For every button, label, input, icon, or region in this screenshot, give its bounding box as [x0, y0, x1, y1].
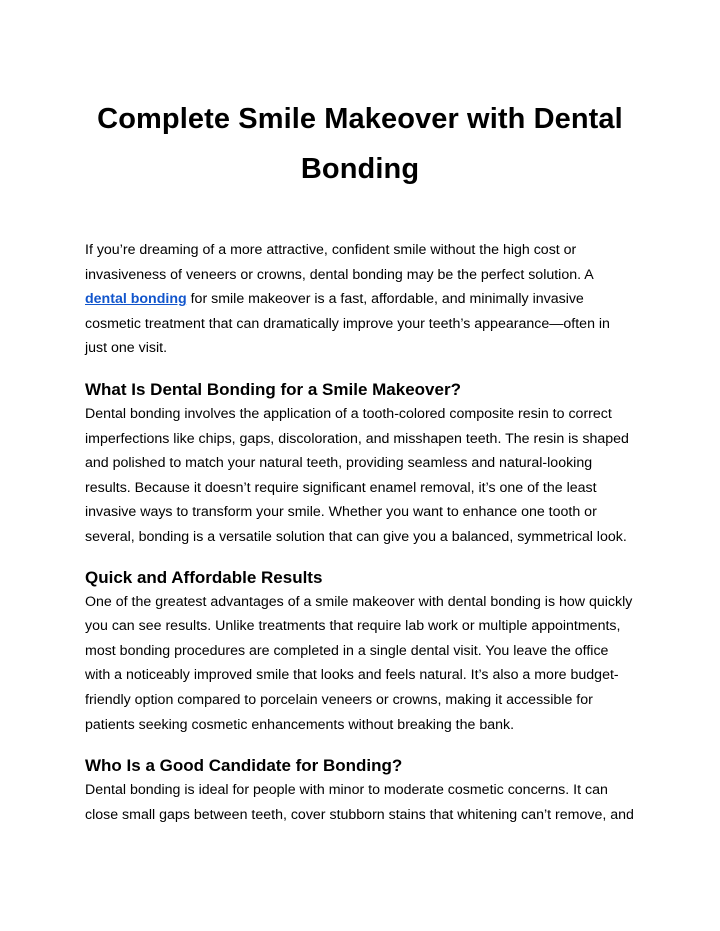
- section-heading-quick-results: Quick and Affordable Results: [85, 567, 323, 587]
- section-body-good-candidate: Dental bonding is ideal for people with minor to moderate cosmetic concerns. It can close small gaps between teeth, cover stubborn stains that whitening can’t remove, and: [85, 782, 634, 823]
- title-line-2: Bonding: [300, 153, 420, 185]
- section-heading-good-candidate: Who Is a Good Candidate for Bonding?: [85, 756, 403, 776]
- dental-bonding-link[interactable]: dental bonding: [85, 291, 187, 308]
- intro-text-after-link: for smile makeover is a fast, affordable, and minimally invasive cosmetic treatment that can dramatically improve your teeth’s appearance—often in just one visit.: [85, 291, 610, 357]
- document-title: [85, 94, 635, 194]
- intro-text-before-link: If you’re dreaming of a more attractive, confident smile without the high cost or invasiveness of veneers or crowns, dental bonding may be the perfect solution. A: [85, 242, 593, 283]
- intro-paragraph: [85, 238, 635, 361]
- section-body-what-is-bonding: Dental bonding involves the application of a tooth-colored composite resin to correct imperfections like chips, gaps, discoloration, and misshapen teeth. The resin is shaped and polished to match your natural teeth, providing seamless and natural-looking results. Because it doesn’t require significant enamel removal, it’s one of the least invasive ways to transform your smile. Whether you want to enhance one tooth or several, bonding is a versatile solution that can give you a balanced, symmetrical look.: [85, 405, 629, 545]
- title-line-1: Complete Smile Makeover with Dental: [97, 103, 623, 135]
- section-heading-what-is-bonding: What Is Dental Bonding for a Smile Makeover?: [85, 379, 461, 399]
- section-body-quick-results: One of the greatest advantages of a smile makeover with dental bonding is how quickly you can see results. Unlike treatments that require lab work or multiple appointments, most bonding procedures are completed in a single dental visit. You leave the office with a noticeably improved smile that looks and feels natural. It’s also a more budget-friendly option compared to porcelain veneers or crowns, making it accessible for patients seeking cosmetic enhancements without breaking the bank.: [85, 593, 633, 733]
